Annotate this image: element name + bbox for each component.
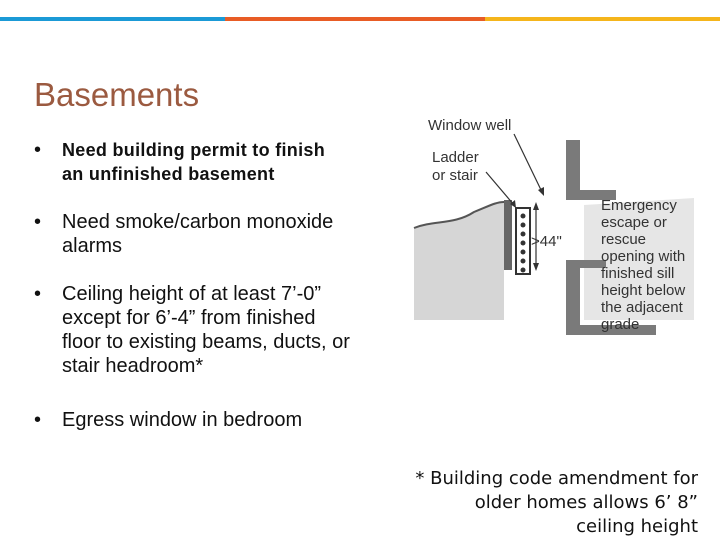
bullet-dot: • — [34, 409, 42, 431]
slide-title: Basements — [34, 76, 200, 113]
bullet-line: floor to existing beams, ducts, or — [62, 331, 350, 353]
window-well-label: Window well — [428, 117, 512, 134]
egress-line: opening with — [601, 248, 686, 265]
bullet-line: except for 6’-4” from finished — [62, 307, 316, 329]
foundation-wall-lower — [566, 260, 580, 335]
egress-line: rescue — [601, 231, 647, 248]
arrow-icon — [514, 134, 542, 192]
accent-bar-blue — [0, 17, 225, 21]
egress-line: height below — [601, 282, 686, 299]
egress-window-diagram — [404, 110, 704, 350]
bullet-line: Egress window in bedroom — [62, 409, 303, 431]
ladder-rungs — [521, 214, 526, 273]
ladder-label: or stair — [432, 167, 478, 184]
footnote-line: ceiling height — [576, 516, 698, 537]
arrow-head-icon — [538, 187, 544, 196]
accent-bar-orange — [225, 17, 485, 21]
egress-line: escape or — [601, 214, 667, 231]
egress-line: grade — [601, 316, 640, 333]
bullet-line: Need smoke/carbon monoxide — [62, 211, 334, 233]
bullet-permit — [34, 138, 325, 186]
accent-bar-yellow — [485, 17, 720, 21]
footnote — [378, 467, 698, 539]
bullet-line: alarms — [62, 235, 123, 257]
bullet-ceiling-height — [34, 282, 350, 378]
window-sill — [566, 260, 606, 268]
window-well-wall — [504, 200, 512, 270]
dimension-arrow-icon — [533, 263, 539, 271]
egress-line: finished sill — [601, 265, 675, 282]
bullet-dot: • — [34, 139, 42, 161]
bullet-line: stair headroom* — [62, 355, 204, 377]
dimension-label: >44" — [531, 233, 562, 250]
bullet-egress — [34, 408, 302, 432]
arrow-icon — [486, 172, 514, 205]
egress-line: the adjacent — [601, 299, 683, 316]
bullet-line: Ceiling height of at least 7’-0” — [62, 283, 322, 305]
bullet-line: Need building permit to finish — [62, 140, 325, 160]
egress-line: Emergency — [601, 197, 677, 214]
footnote-line: * Building code amendment for — [415, 468, 698, 489]
footnote-line: older homes allows 6’ 8” — [474, 492, 698, 513]
bullet-dot: • — [34, 211, 42, 233]
bullet-line: an unfinished basement — [62, 164, 275, 184]
ladder-label: Ladder — [432, 149, 479, 166]
bullet-dot: • — [34, 283, 42, 305]
dimension-arrow-icon — [533, 202, 539, 210]
bullet-alarms — [34, 210, 333, 258]
